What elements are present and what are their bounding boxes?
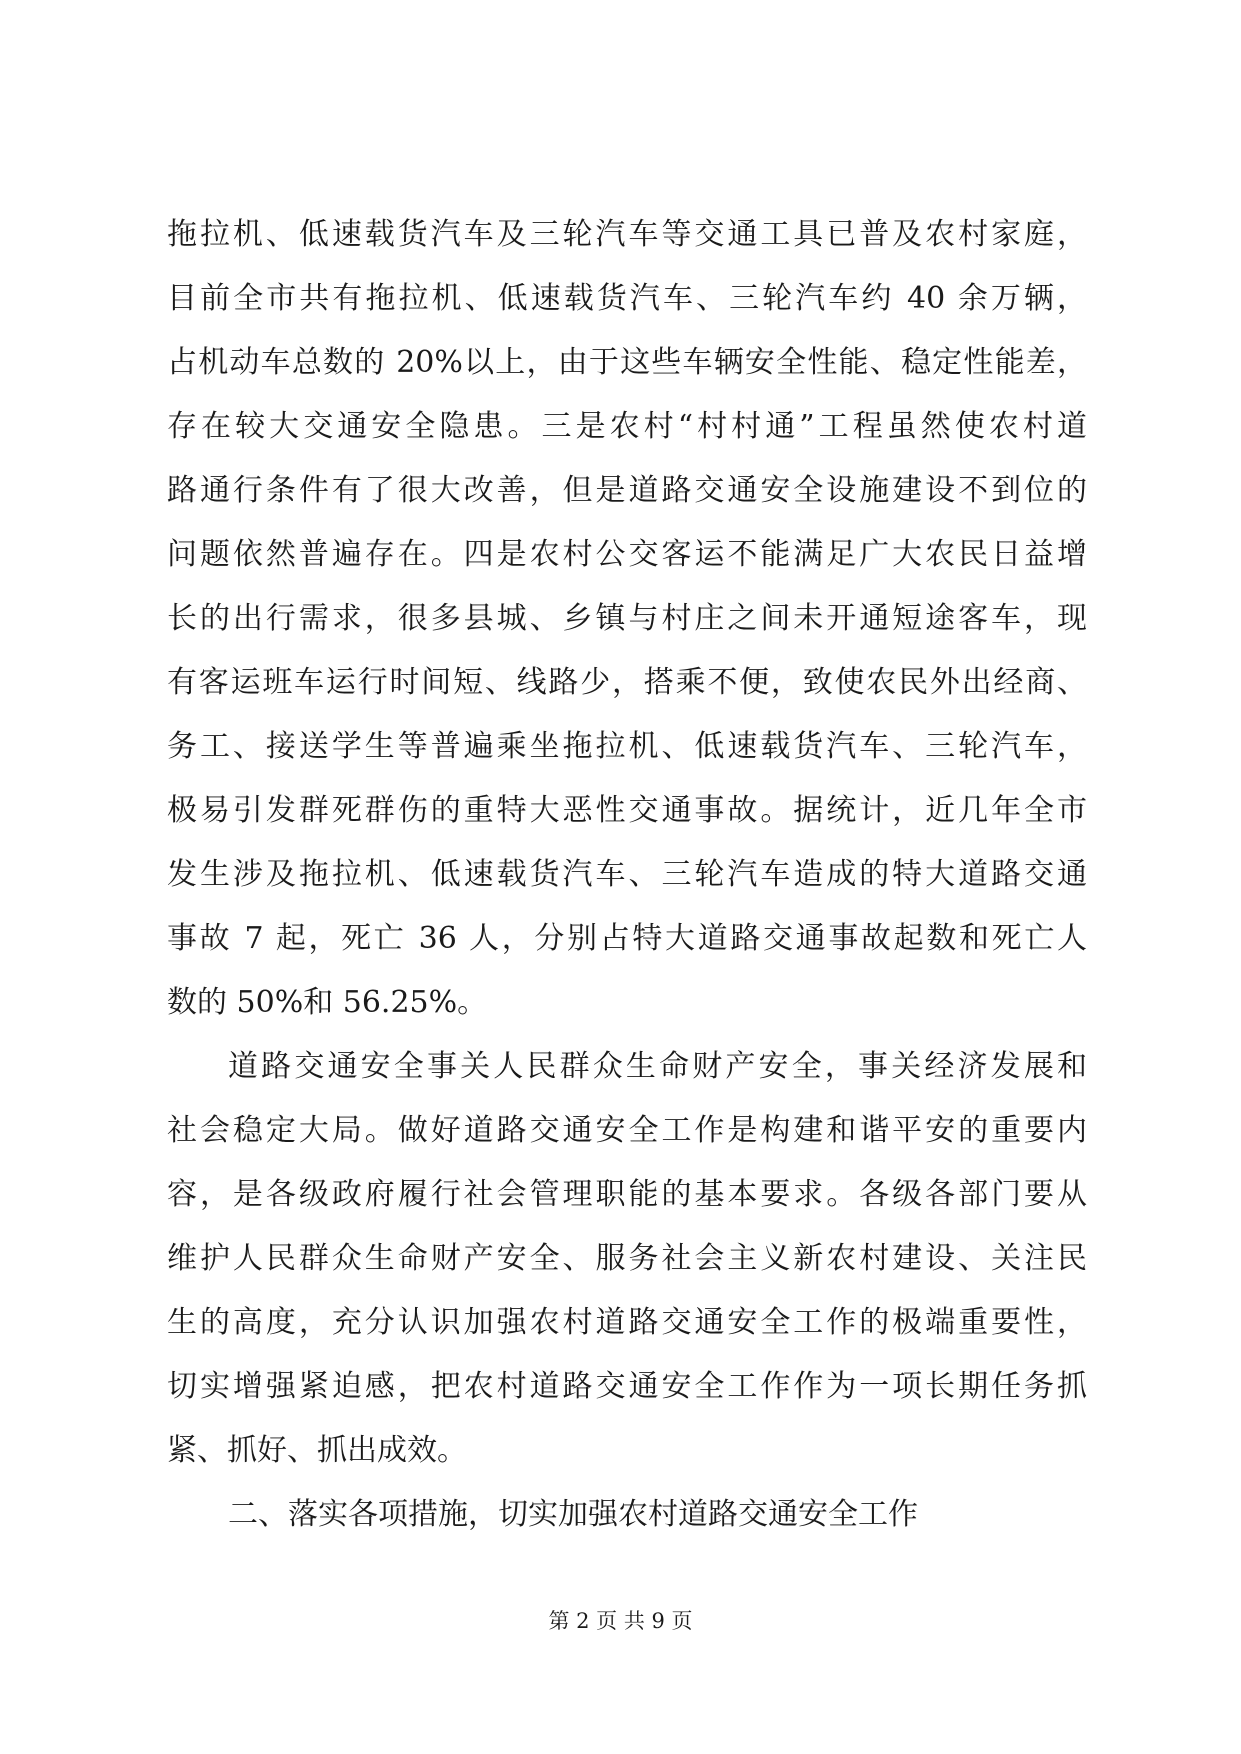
paragraph-2 [167,1035,1087,1483]
text-line: 容，是各级政府履行社会管理职能的基本要求。各级各部门要从 [167,1177,1087,1212]
text-line: 紧、抓好、抓出成效。 [167,1433,467,1468]
page-number-footer: 第 2 页 共 9 页 [548,1609,693,1633]
text-line: 发生涉及拖拉机、低速载货汽车、三轮汽车造成的特大道路交通 [167,857,1087,892]
text-line: 事故 7 起，死亡 36 人，分别占特大道路交通事故起数和死亡人 [167,921,1087,956]
document-body [167,203,1087,1547]
text-line: 道路交通安全事关人民群众生命财产安全，事关经济发展和 [228,1049,1087,1084]
text-line: 极易引发群死群伤的重特大恶性交通事故。据统计，近几年全市 [167,793,1087,828]
text-line: 生的高度，充分认识加强农村道路交通安全工作的极端重要性， [167,1305,1087,1340]
section-heading [167,1483,1087,1547]
paragraph-1 [167,203,1087,1035]
text-line: 路通行条件有了很大改善，但是道路交通安全设施建设不到位的 [167,473,1087,508]
text-line: 数的 50%和 56.25%。 [167,985,488,1020]
text-line: 目前全市共有拖拉机、低速载货汽车、三轮汽车约 40 余万辆， [167,281,1087,316]
text-line: 社会稳定大局。做好道路交通安全工作是构建和谐平安的重要内 [167,1113,1087,1148]
text-line: 务工、接送学生等普遍乘坐拖拉机、低速载货汽车、三轮汽车， [167,729,1087,764]
text-line: 长的出行需求，很多县城、乡镇与村庄之间未开通短途客车，现 [167,601,1087,636]
text-line: 维护人民群众生命财产安全、服务社会主义新农村建设、关注民 [167,1241,1087,1276]
text-line: 占机动车总数的 20%以上，由于这些车辆安全性能、稳定性能差， [167,345,1087,380]
text-line: 拖拉机、低速载货汽车及三轮汽车等交通工具已普及农村家庭， [167,217,1087,252]
section-heading-text: 二、落实各项措施，切实加强农村道路交通安全工作 [228,1497,918,1532]
text-line: 切实增强紧迫感，把农村道路交通安全工作作为一项长期任务抓 [167,1369,1087,1404]
text-line: 问题依然普遍存在。四是农村公交客运不能满足广大农民日益增 [167,537,1087,572]
text-line: 有客运班车运行时间短、线路少，搭乘不便，致使农民外出经商、 [167,665,1087,700]
text-line: 存在较大交通安全隐患。三是农村“村村通”工程虽然使农村道 [167,409,1087,444]
